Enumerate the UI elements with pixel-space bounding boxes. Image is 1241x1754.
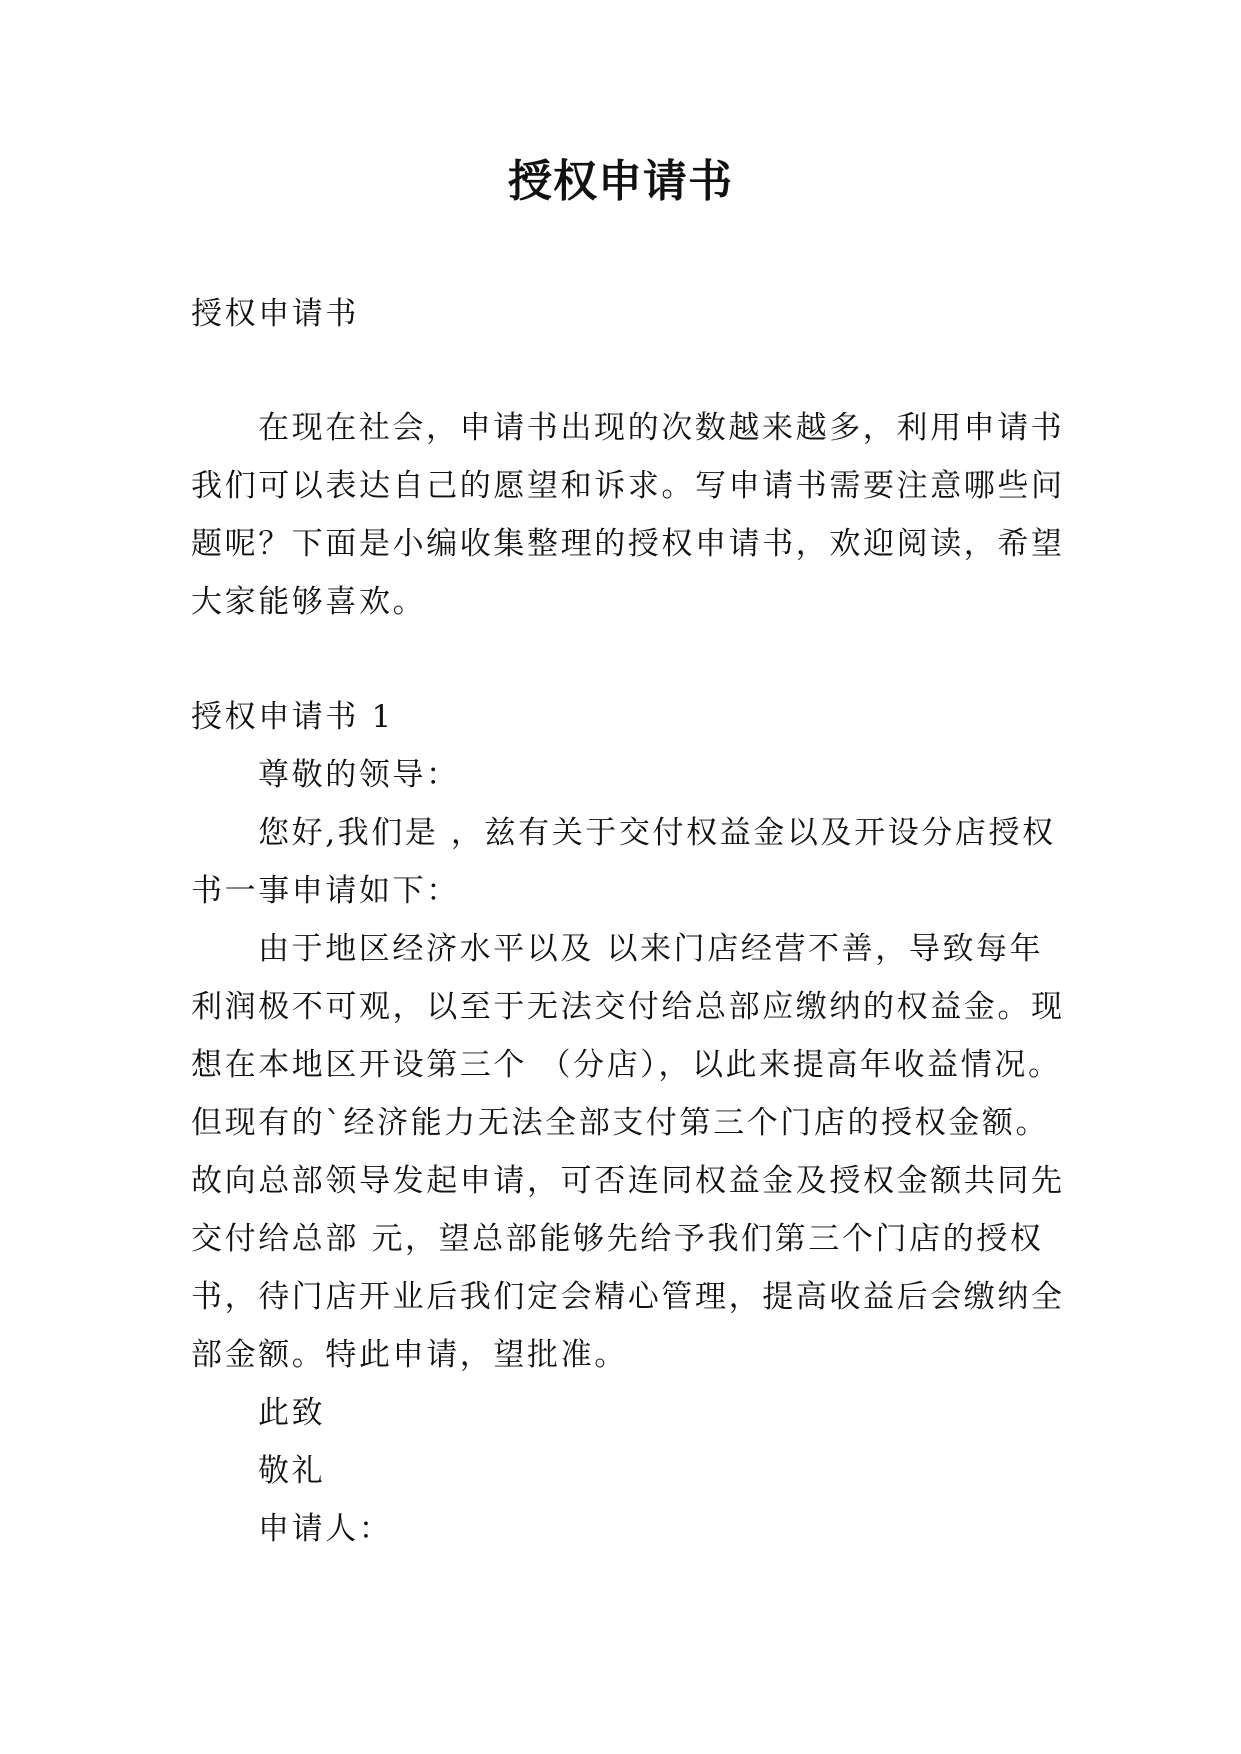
section-heading: 授权申请书 1	[191, 699, 394, 735]
salutation: 尊敬的领导：	[258, 757, 460, 793]
paragraph-line: 书一事申请如下：	[191, 873, 460, 909]
paragraph-line: 想在本地区开设第三个 （分店），以此来提高年收益情况。	[191, 1047, 1062, 1083]
closing-line: 敬礼	[258, 1453, 326, 1489]
paragraph-line: 部金额。特此申请，望批准。	[191, 1337, 628, 1373]
intro-line: 大家能够喜欢。	[191, 584, 427, 620]
applicant-label: 申请人：	[258, 1511, 393, 1547]
subheading: 授权申请书	[191, 296, 359, 332]
intro-line: 题呢？下面是小编收集整理的授权申请书，欢迎阅读，希望	[191, 526, 1065, 562]
closing-line: 此致	[258, 1395, 326, 1431]
paragraph-line: 由于地区经济水平以及 以来门店经营不善，导致每年	[258, 931, 1044, 967]
document-title: 授权申请书	[508, 156, 733, 207]
paragraph-line: 书，待门店开业后我们定会精心管理，提高收益后会缴纳全	[191, 1279, 1065, 1315]
paragraph-line: 但现有的`经济能力无法全部支付第三个门店的授权金额。	[191, 1105, 1050, 1141]
paragraph-line: 故向总部领导发起申请，可否连同权益金及授权金额共同先	[191, 1163, 1065, 1199]
intro-line: 在现在社会，申请书出现的次数越来越多，利用申请书	[258, 410, 1065, 446]
paragraph-line: 交付给总部 元，望总部能够先给予我们第三个门店的授权	[191, 1221, 1044, 1257]
paragraph-line: 利润极不可观，以至于无法交付给总部应缴纳的权益金。现	[191, 989, 1065, 1025]
paragraph-line: 您好,我们是 ，兹有关于交付权益金以及开设分店授权	[258, 815, 1056, 851]
intro-line: 我们可以表达自己的愿望和诉求。写申请书需要注意哪些问	[191, 468, 1065, 504]
